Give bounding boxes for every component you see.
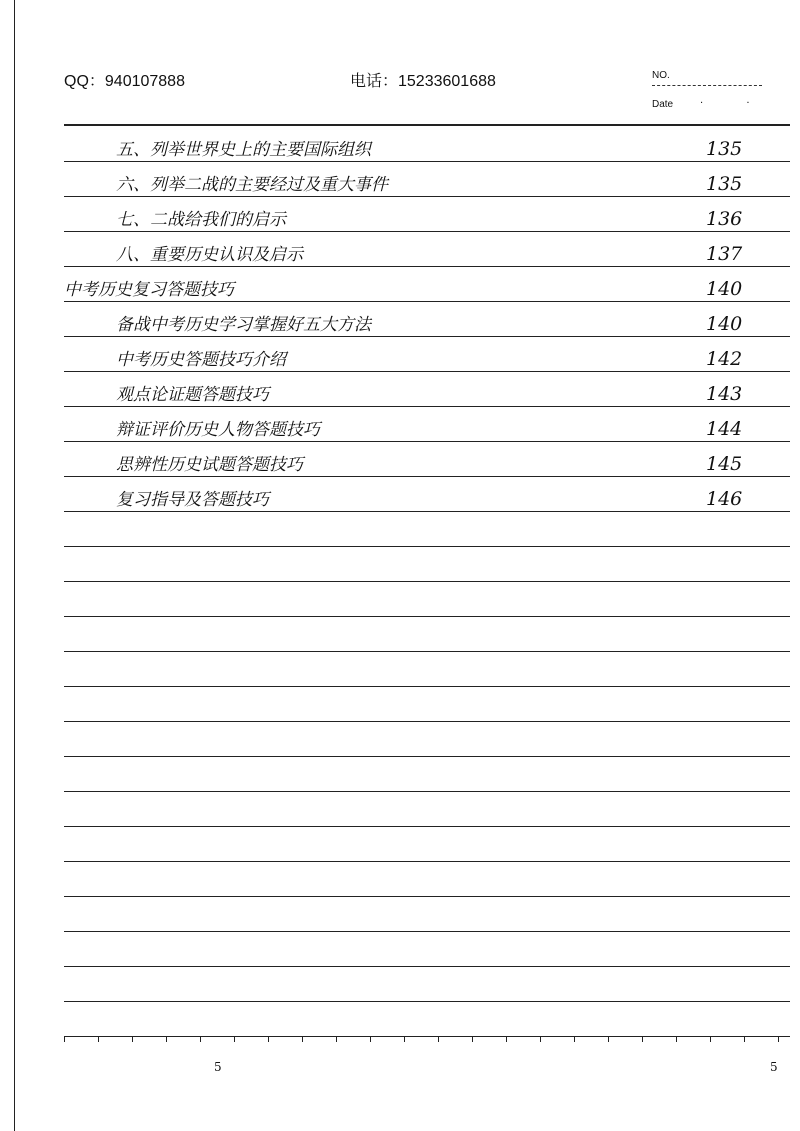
toc-row bbox=[0, 204, 800, 234]
ruled-line bbox=[64, 651, 790, 652]
ruled-line bbox=[64, 686, 790, 687]
tick-mark bbox=[438, 1036, 439, 1042]
toc-entry-page: 135 bbox=[706, 173, 743, 195]
toc-row bbox=[0, 239, 800, 269]
tick-mark bbox=[472, 1036, 473, 1042]
tick-mark bbox=[608, 1036, 609, 1042]
toc-entry-title: 五、列举世界史上的主要国际组织 bbox=[116, 140, 371, 160]
ruled-line bbox=[64, 826, 790, 827]
toc-row bbox=[0, 379, 800, 409]
ruled-line bbox=[64, 861, 790, 862]
toc-entry-page: 143 bbox=[706, 383, 743, 405]
toc-row bbox=[0, 134, 800, 164]
ruled-line bbox=[64, 931, 790, 932]
ruled-line bbox=[64, 581, 790, 582]
tick-mark bbox=[132, 1036, 133, 1042]
tick-mark bbox=[166, 1036, 167, 1042]
phone-contact: 电话：15233601688 bbox=[350, 73, 496, 90]
toc-row bbox=[0, 309, 800, 339]
ruled-line bbox=[64, 406, 790, 407]
ruled-line bbox=[64, 511, 790, 512]
toc-row bbox=[0, 414, 800, 444]
ruled-line bbox=[64, 336, 790, 337]
toc-entry-title: 思辨性历史试题答题技巧 bbox=[116, 455, 303, 475]
ruled-line bbox=[64, 441, 790, 442]
tick-mark bbox=[744, 1036, 745, 1042]
toc-entry-page: 146 bbox=[706, 488, 743, 510]
toc-entry-page: 135 bbox=[706, 138, 743, 160]
toc-entry-title: 辩证评价历史人物答题技巧 bbox=[116, 420, 320, 440]
toc-entry-page: 136 bbox=[706, 208, 743, 230]
ruled-line bbox=[64, 231, 790, 232]
tick-mark bbox=[302, 1036, 303, 1042]
toc-entry-title: 观点论证题答题技巧 bbox=[116, 385, 269, 405]
ruled-line bbox=[64, 371, 790, 372]
ruled-line bbox=[64, 616, 790, 617]
tick-mark bbox=[98, 1036, 99, 1042]
header-rule bbox=[64, 124, 790, 126]
toc-row bbox=[0, 274, 800, 304]
toc-row bbox=[0, 449, 800, 479]
tick-mark bbox=[574, 1036, 575, 1042]
toc-entry-title: 中考历史答题技巧介绍 bbox=[116, 350, 286, 370]
tick-mark bbox=[506, 1036, 507, 1042]
tick-mark bbox=[336, 1036, 337, 1042]
page-header bbox=[0, 68, 800, 118]
tick-mark bbox=[540, 1036, 541, 1042]
toc-entry-title: 复习指导及答题技巧 bbox=[116, 490, 269, 510]
tick-mark bbox=[778, 1036, 779, 1042]
footer-right-number: 5 bbox=[770, 1060, 778, 1074]
ruled-line bbox=[64, 756, 790, 757]
toc-row bbox=[0, 484, 800, 514]
tick-mark bbox=[676, 1036, 677, 1042]
ruled-line bbox=[64, 896, 790, 897]
toc-entry-page: 145 bbox=[706, 453, 743, 475]
ruled-line bbox=[64, 1001, 790, 1002]
no-label: NO. bbox=[652, 70, 670, 81]
toc-entry-page: 142 bbox=[706, 348, 743, 370]
toc-entry-page: 140 bbox=[706, 278, 743, 300]
toc-entry-title: 八、重要历史认识及启示 bbox=[116, 245, 303, 265]
toc-entry-title: 备战中考历史学习掌握好五大方法 bbox=[116, 315, 371, 335]
bottom-tick-marks bbox=[64, 1036, 790, 1042]
tick-mark bbox=[370, 1036, 371, 1042]
toc-row bbox=[0, 344, 800, 374]
ruled-line bbox=[64, 546, 790, 547]
tick-mark bbox=[64, 1036, 65, 1042]
ruled-line bbox=[64, 196, 790, 197]
no-field-line bbox=[652, 85, 762, 86]
toc-entry-page: 144 bbox=[706, 418, 743, 440]
tick-mark bbox=[200, 1036, 201, 1042]
tick-mark bbox=[710, 1036, 711, 1042]
ruled-line bbox=[64, 161, 790, 162]
toc-row bbox=[0, 169, 800, 199]
tick-mark bbox=[642, 1036, 643, 1042]
tick-mark bbox=[234, 1036, 235, 1042]
ruled-line bbox=[64, 721, 790, 722]
date-label: Date bbox=[652, 99, 674, 110]
ruled-line bbox=[64, 266, 790, 267]
qq-contact: QQ：940107888 bbox=[64, 73, 185, 90]
toc-entry-title: 六、列举二战的主要经过及重大事件 bbox=[116, 175, 388, 195]
footer-left-number: 5 bbox=[214, 1060, 222, 1074]
toc-entry-page: 137 bbox=[706, 243, 743, 265]
ruled-line bbox=[64, 301, 790, 302]
tick-mark bbox=[404, 1036, 405, 1042]
ruled-line bbox=[64, 966, 790, 967]
ruled-line bbox=[64, 476, 790, 477]
ruled-line bbox=[64, 791, 790, 792]
date-field-dots: · · bbox=[700, 98, 770, 109]
tick-mark bbox=[268, 1036, 269, 1042]
toc-entry-title: 中考历史复习答题技巧 bbox=[64, 280, 234, 300]
toc-entry-page: 140 bbox=[706, 313, 743, 335]
toc-entry-title: 七、二战给我们的启示 bbox=[116, 210, 286, 230]
